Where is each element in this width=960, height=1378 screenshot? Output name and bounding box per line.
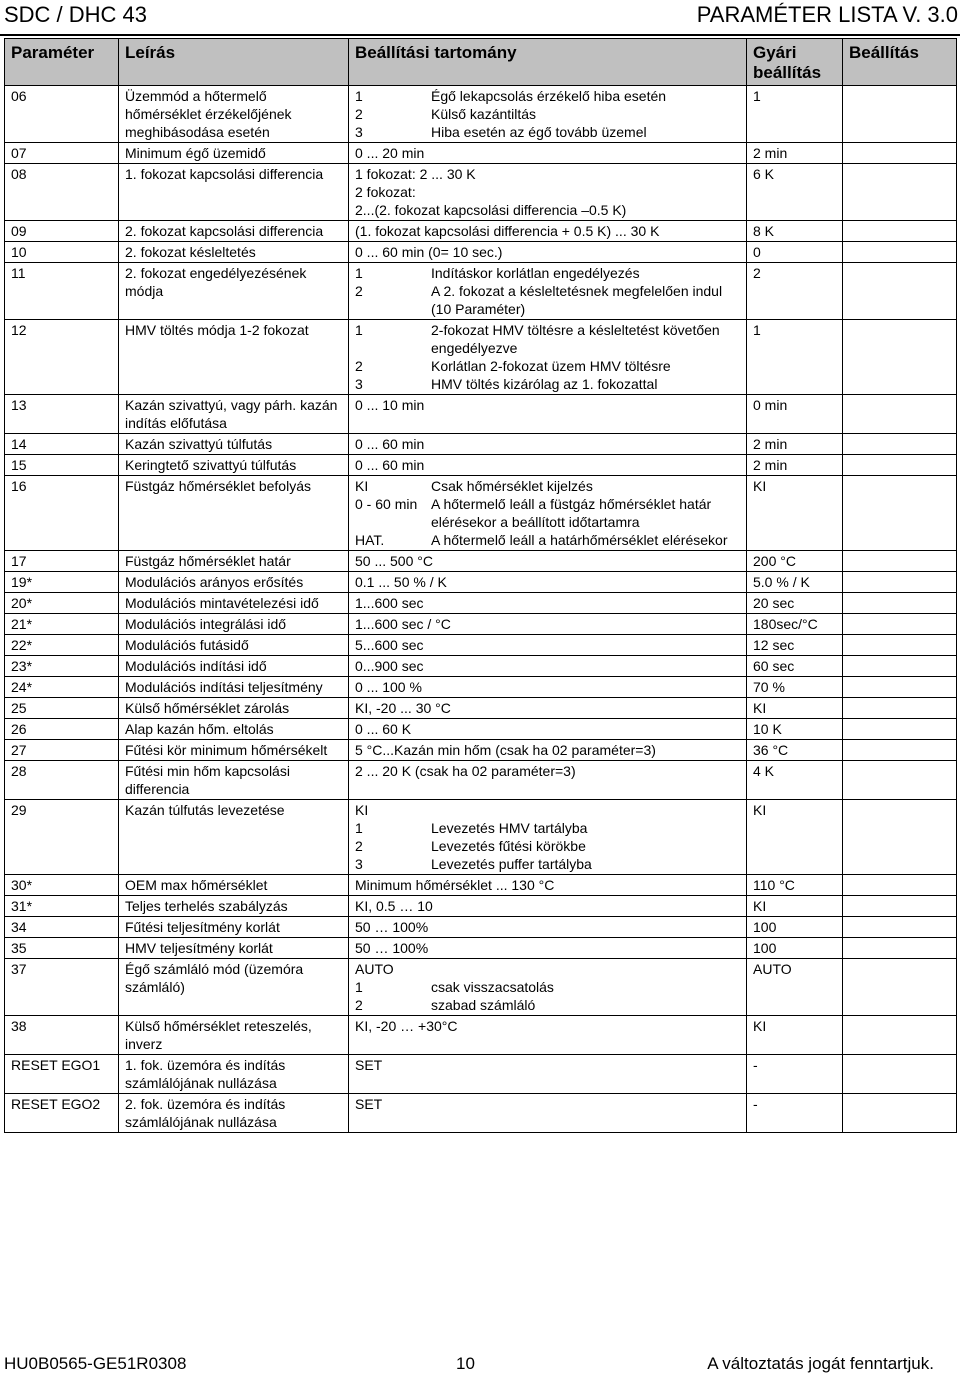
- description-cell: Füstgáz hőmérséklet befolyás: [119, 476, 349, 551]
- setting-cell: [843, 551, 957, 572]
- table-row: [5, 761, 957, 800]
- range-cell: [349, 593, 747, 614]
- table-row: [5, 656, 957, 677]
- range-cell: [349, 761, 747, 800]
- range-option: 50 … 100%: [355, 940, 429, 956]
- default-value-cell: KI: [747, 896, 843, 917]
- range-option: [355, 837, 740, 855]
- range-option-key: HAT.: [355, 532, 385, 548]
- range-option: 2 ... 20 K (csak ha 02 paraméter=3): [355, 763, 576, 779]
- range-option-key: 2: [355, 358, 363, 374]
- setting-cell: [843, 719, 957, 740]
- range-option-text: A hőtermelő leáll a határhőmérséklet elérésekor: [431, 532, 728, 548]
- col-header-default: Gyári beállítás: [747, 39, 843, 86]
- default-value-cell: 1: [747, 320, 843, 395]
- range-option-key: 0 - 60 min: [355, 496, 418, 512]
- table-row: [5, 896, 957, 917]
- table-row: [5, 677, 957, 698]
- range-option-key: 1: [355, 322, 363, 338]
- range-option: [355, 819, 740, 837]
- table-row: [5, 698, 957, 719]
- param-id-cell: 11: [5, 263, 119, 320]
- setting-cell: [843, 938, 957, 959]
- param-id-cell: 22*: [5, 635, 119, 656]
- default-value-cell: 100: [747, 917, 843, 938]
- default-value-cell: KI: [747, 698, 843, 719]
- range-option-text: Levezetés fűtési körökbe: [431, 838, 586, 854]
- param-id-cell: 07: [5, 143, 119, 164]
- setting-cell: [843, 677, 957, 698]
- table-row: [5, 1094, 957, 1133]
- table-row: [5, 572, 957, 593]
- setting-cell: [843, 740, 957, 761]
- description-cell: HMV töltés módja 1-2 fokozat: [119, 320, 349, 395]
- table-row: [5, 800, 957, 875]
- range-option-text: A 2. fokozat a késleltetésnek megfelelően indul (10 Paraméter): [431, 283, 723, 317]
- param-id-cell: 38: [5, 1016, 119, 1055]
- description-cell: Külső hőmérséklet reteszelés, inverz: [119, 1016, 349, 1055]
- description-cell: 2. fok. üzemóra és indítás számlálójának nullázása: [119, 1094, 349, 1133]
- table-row: [5, 455, 957, 476]
- range-option: [355, 357, 740, 375]
- range-option-text: Csak hőmérséklet kijelzés: [431, 478, 593, 494]
- setting-cell: [843, 86, 957, 143]
- table-row: [5, 434, 957, 455]
- range-option-text: Levezetés HMV tartályba: [431, 820, 588, 836]
- setting-cell: [843, 263, 957, 320]
- default-value-cell: AUTO: [747, 959, 843, 1016]
- setting-cell: [843, 761, 957, 800]
- range-option-text: Külső kazántiltás: [431, 106, 537, 122]
- table-row: [5, 875, 957, 896]
- description-cell: Füstgáz hőmérséklet határ: [119, 551, 349, 572]
- range-cell: [349, 476, 747, 551]
- table-row: [5, 395, 957, 434]
- default-value-cell: 60 sec: [747, 656, 843, 677]
- range-cell: [349, 875, 747, 896]
- table-row: [5, 164, 957, 221]
- setting-cell: [843, 320, 957, 395]
- range-option-key: 2: [355, 106, 363, 122]
- range-option: 1 fokozat: 2 ... 30 K: [355, 166, 476, 182]
- table-row: [5, 476, 957, 551]
- setting-cell: [843, 698, 957, 719]
- param-id-cell: RESET EGO1: [5, 1055, 119, 1094]
- table-row: [5, 1055, 957, 1094]
- range-cell: [349, 917, 747, 938]
- default-value-cell: 6 K: [747, 164, 843, 221]
- range-cell: [349, 719, 747, 740]
- default-value-cell: 2 min: [747, 434, 843, 455]
- param-id-cell: 09: [5, 221, 119, 242]
- setting-cell: [843, 875, 957, 896]
- range-option-key: 2: [355, 838, 363, 854]
- description-cell: HMV teljesítmény korlát: [119, 938, 349, 959]
- param-id-cell: 17: [5, 551, 119, 572]
- description-cell: Keringtető szivattyú túlfutás: [119, 455, 349, 476]
- setting-cell: [843, 959, 957, 1016]
- table-row: [5, 242, 957, 263]
- setting-cell: [843, 434, 957, 455]
- footer-note: A változtatás jogát fenntartjuk.: [707, 1354, 934, 1373]
- document-title: SDC / DHC 43: [4, 2, 148, 27]
- param-id-cell: 21*: [5, 614, 119, 635]
- setting-cell: [843, 143, 957, 164]
- range-option: 0...900 sec: [355, 658, 424, 674]
- range-option: 0 ... 60 min (0= 10 sec.): [355, 244, 503, 260]
- param-id-cell: 08: [5, 164, 119, 221]
- default-value-cell: 1: [747, 86, 843, 143]
- param-id-cell: 28: [5, 761, 119, 800]
- range-cell: [349, 1016, 747, 1055]
- description-cell: OEM max hőmérséklet: [119, 875, 349, 896]
- setting-cell: [843, 635, 957, 656]
- range-option: [355, 855, 740, 873]
- range-option-text: 2-fokozat HMV töltésre a késleltetést követően engedélyezve: [431, 322, 720, 356]
- table-row: [5, 320, 957, 395]
- table-row: [5, 263, 957, 320]
- parameter-table: [4, 38, 957, 1133]
- table-row: [5, 959, 957, 1016]
- range-option: [355, 321, 740, 357]
- range-option: SET: [355, 1057, 383, 1073]
- table-row: [5, 86, 957, 143]
- range-cell: [349, 1055, 747, 1094]
- range-option: AUTO: [355, 961, 394, 977]
- range-cell: [349, 221, 747, 242]
- range-option: 0 ... 10 min: [355, 397, 425, 413]
- table-header-row: [5, 39, 957, 86]
- param-id-cell: 15: [5, 455, 119, 476]
- default-value-cell: 12 sec: [747, 635, 843, 656]
- table-row: [5, 551, 957, 572]
- col-header-parameter: Paraméter: [5, 39, 119, 86]
- col-header-setting: Beállítás: [843, 39, 957, 86]
- range-option-key: 1: [355, 820, 363, 836]
- setting-cell: [843, 1094, 957, 1133]
- param-id-cell: 30*: [5, 875, 119, 896]
- range-cell: [349, 455, 747, 476]
- range-cell: [349, 164, 747, 221]
- description-cell: Modulációs arányos erősítés: [119, 572, 349, 593]
- default-value-cell: 180sec/°C: [747, 614, 843, 635]
- range-option: 0.1 ... 50 % / K: [355, 574, 447, 590]
- range-option: 0 ... 60 min: [355, 457, 425, 473]
- default-value-cell: 0 min: [747, 395, 843, 434]
- range-cell: [349, 635, 747, 656]
- description-cell: Fűtési min hőm kapcsolási differencia: [119, 761, 349, 800]
- default-value-cell: 8 K: [747, 221, 843, 242]
- setting-cell: [843, 593, 957, 614]
- page-header: [0, 0, 960, 36]
- range-option: KI, -20 … +30°C: [355, 1018, 458, 1034]
- col-header-range: Beállítási tartomány: [349, 39, 747, 86]
- range-cell: [349, 896, 747, 917]
- range-cell: [349, 86, 747, 143]
- default-value-cell: KI: [747, 800, 843, 875]
- description-cell: Kazán szivattyú, vagy párh. kazán indítás előfutása: [119, 395, 349, 434]
- setting-cell: [843, 455, 957, 476]
- range-cell: [349, 1094, 747, 1133]
- description-cell: Kazán szivattyú túlfutás: [119, 434, 349, 455]
- setting-cell: [843, 221, 957, 242]
- range-option-key: 1: [355, 265, 363, 281]
- table-row: [5, 1016, 957, 1055]
- param-id-cell: 24*: [5, 677, 119, 698]
- range-cell: [349, 572, 747, 593]
- col-header-description: Leírás: [119, 39, 349, 86]
- range-option-text: Indításkor korlátlan engedélyezés: [431, 265, 640, 281]
- document-code: HU0B0565-GE51R0308: [4, 1354, 187, 1373]
- range-option: 1...600 sec / °C: [355, 616, 451, 632]
- table-row: [5, 917, 957, 938]
- range-option-text: csak visszacsatolás: [431, 979, 554, 995]
- range-option: 2...(2. fokozat kapcsolási differencia –0.5 K): [355, 202, 627, 218]
- range-option-text: Égő lekapcsolás érzékelő hiba esetén: [431, 88, 667, 104]
- param-id-cell: 25: [5, 698, 119, 719]
- description-cell: Égő számláló mód (üzemóra számláló): [119, 959, 349, 1016]
- range-option: [355, 477, 740, 495]
- param-id-cell: 14: [5, 434, 119, 455]
- param-id-cell: 10: [5, 242, 119, 263]
- range-option: [355, 375, 740, 393]
- range-option: [355, 264, 740, 282]
- range-option-text: Levezetés puffer tartályba: [431, 856, 592, 872]
- description-cell: Modulációs indítási teljesítmény: [119, 677, 349, 698]
- range-option: [355, 531, 740, 549]
- description-cell: Kazán túlfutás levezetése: [119, 800, 349, 875]
- setting-cell: [843, 476, 957, 551]
- setting-cell: [843, 656, 957, 677]
- range-option: KI, 0.5 … 10: [355, 898, 433, 914]
- range-option: 50 ... 500 °C: [355, 553, 433, 569]
- table-row: [5, 635, 957, 656]
- default-value-cell: 70 %: [747, 677, 843, 698]
- range-option: 50 … 100%: [355, 919, 429, 935]
- range-cell: [349, 800, 747, 875]
- range-option-text: A hőtermelő leáll a füstgáz hőmérséklet határ elérésekor a beállított időtartamra: [431, 496, 712, 530]
- default-value-cell: 20 sec: [747, 593, 843, 614]
- description-cell: Modulációs indítási idő: [119, 656, 349, 677]
- default-value-cell: 200 °C: [747, 551, 843, 572]
- range-option: [355, 87, 740, 105]
- range-option: [355, 495, 740, 531]
- param-id-cell: 12: [5, 320, 119, 395]
- table-row: [5, 221, 957, 242]
- setting-cell: [843, 614, 957, 635]
- range-cell: [349, 263, 747, 320]
- setting-cell: [843, 800, 957, 875]
- range-option: Minimum hőmérséklet ... 130 °C: [355, 877, 555, 893]
- range-option-text: Korlátlan 2-fokozat üzem HMV töltésre: [431, 358, 671, 374]
- range-cell: [349, 434, 747, 455]
- range-option: KI, -20 ... 30 °C: [355, 700, 451, 716]
- range-option: [355, 996, 740, 1014]
- param-id-cell: RESET EGO2: [5, 1094, 119, 1133]
- table-row: [5, 143, 957, 164]
- default-value-cell: 0: [747, 242, 843, 263]
- range-option: [355, 978, 740, 996]
- default-value-cell: 110 °C: [747, 875, 843, 896]
- range-option-key: 1: [355, 88, 363, 104]
- range-cell: [349, 614, 747, 635]
- range-cell: [349, 320, 747, 395]
- param-id-cell: 29: [5, 800, 119, 875]
- description-cell: Teljes terhelés szabályzás: [119, 896, 349, 917]
- default-value-cell: 4 K: [747, 761, 843, 800]
- default-value-cell: -: [747, 1055, 843, 1094]
- description-cell: Modulációs integrálási idő: [119, 614, 349, 635]
- param-id-cell: 27: [5, 740, 119, 761]
- range-option: [355, 282, 740, 318]
- description-cell: 2. fokozat késleltetés: [119, 242, 349, 263]
- default-value-cell: 100: [747, 938, 843, 959]
- param-id-cell: 16: [5, 476, 119, 551]
- description-cell: 2. fokozat kapcsolási differencia: [119, 221, 349, 242]
- param-id-cell: 19*: [5, 572, 119, 593]
- range-option: 0 ... 60 min: [355, 436, 425, 452]
- range-option: 5 °C...Kazán min hőm (csak ha 02 paraméter=3): [355, 742, 656, 758]
- param-id-cell: 31*: [5, 896, 119, 917]
- range-option: 5...600 sec: [355, 637, 424, 653]
- range-option-key: 1: [355, 979, 363, 995]
- range-cell: [349, 698, 747, 719]
- table-row: [5, 740, 957, 761]
- description-cell: Fűtési kör minimum hőmérsékelt: [119, 740, 349, 761]
- range-option: [355, 123, 740, 141]
- default-value-cell: 5.0 % / K: [747, 572, 843, 593]
- default-value-cell: -: [747, 1094, 843, 1133]
- setting-cell: [843, 242, 957, 263]
- description-cell: Külső hőmérséklet zárolás: [119, 698, 349, 719]
- default-value-cell: 36 °C: [747, 740, 843, 761]
- range-cell: [349, 242, 747, 263]
- range-option: KI: [355, 802, 369, 818]
- range-option-key: 2: [355, 283, 363, 299]
- param-id-cell: 26: [5, 719, 119, 740]
- range-cell: [349, 938, 747, 959]
- param-id-cell: 20*: [5, 593, 119, 614]
- list-title: PARAMÉTER LISTA V. 3.0: [696, 2, 958, 27]
- default-value-cell: 2 min: [747, 143, 843, 164]
- description-cell: 1. fokozat kapcsolási differencia: [119, 164, 349, 221]
- range-option: 1...600 sec: [355, 595, 424, 611]
- range-cell: [349, 959, 747, 1016]
- param-id-cell: 35: [5, 938, 119, 959]
- range-cell: [349, 740, 747, 761]
- description-cell: Fűtési teljesítmény korlát: [119, 917, 349, 938]
- setting-cell: [843, 896, 957, 917]
- range-cell: [349, 677, 747, 698]
- range-option: 0 ... 20 min: [355, 145, 425, 161]
- setting-cell: [843, 572, 957, 593]
- setting-cell: [843, 1055, 957, 1094]
- description-cell: Alap kazán hőm. eltolás: [119, 719, 349, 740]
- default-value-cell: KI: [747, 1016, 843, 1055]
- setting-cell: [843, 395, 957, 434]
- range-option-key: 3: [355, 376, 363, 392]
- range-option: 2 fokozat:: [355, 184, 416, 200]
- table-row: [5, 614, 957, 635]
- description-cell: Üzemmód a hőtermelő hőmérséklet érzékelőjének meghibásodása esetén: [119, 86, 349, 143]
- range-option: 0 ... 60 K: [355, 721, 412, 737]
- default-value-cell: 2: [747, 263, 843, 320]
- setting-cell: [843, 1016, 957, 1055]
- range-option: [355, 105, 740, 123]
- default-value-cell: KI: [747, 476, 843, 551]
- table-row: [5, 938, 957, 959]
- range-option-key: 3: [355, 124, 363, 140]
- table-row: [5, 719, 957, 740]
- range-option: SET: [355, 1096, 383, 1112]
- range-cell: [349, 656, 747, 677]
- description-cell: 2. fokozat engedélyezésének módja: [119, 263, 349, 320]
- description-cell: 1. fok. üzemóra és indítás számlálójának nullázása: [119, 1055, 349, 1094]
- range-option-key: 2: [355, 997, 363, 1013]
- range-cell: [349, 395, 747, 434]
- default-value-cell: 10 K: [747, 719, 843, 740]
- default-value-cell: 2 min: [747, 455, 843, 476]
- param-id-cell: 37: [5, 959, 119, 1016]
- setting-cell: [843, 164, 957, 221]
- range-option-text: HMV töltés kizárólag az 1. fokozattal: [431, 376, 658, 392]
- param-id-cell: 34: [5, 917, 119, 938]
- param-id-cell: 13: [5, 395, 119, 434]
- param-id-cell: 23*: [5, 656, 119, 677]
- description-cell: Minimum égő üzemidő: [119, 143, 349, 164]
- range-cell: [349, 551, 747, 572]
- range-option-text: Hiba esetén az égő tovább üzemel: [431, 124, 647, 140]
- range-option-key: KI: [355, 478, 369, 494]
- page-number: 10: [456, 1354, 475, 1373]
- range-option-text: szabad számláló: [431, 997, 536, 1013]
- range-option-key: 3: [355, 856, 363, 872]
- table-row: [5, 593, 957, 614]
- range-option: 0 ... 100 %: [355, 679, 422, 695]
- description-cell: Modulációs futásidő: [119, 635, 349, 656]
- param-id-cell: 06: [5, 86, 119, 143]
- range-option: (1. fokozat kapcsolási differencia + 0.5 K) ... 30 K: [355, 223, 660, 239]
- description-cell: Modulációs mintavételezési idő: [119, 593, 349, 614]
- setting-cell: [843, 917, 957, 938]
- range-cell: [349, 143, 747, 164]
